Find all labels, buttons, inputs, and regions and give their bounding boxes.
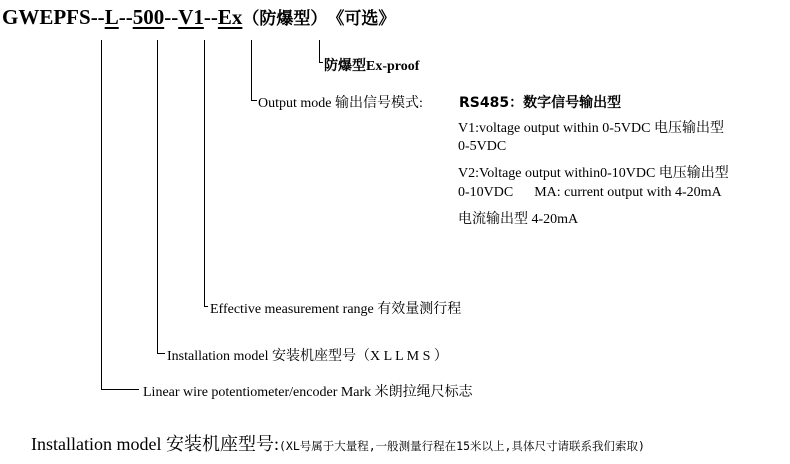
leader-mark-horizontal (101, 389, 139, 390)
output-v1-line2: 0-5VDC (458, 139, 507, 154)
output-v1-line1: V1:voltage output within 0-5VDC 电压输出型 (458, 121, 724, 136)
leader-output-vertical (251, 40, 252, 100)
output-ma-line2: 电流输出型 4-20mA (458, 212, 579, 227)
code-ex-paren: （防爆型） (242, 9, 328, 28)
bottom-install-line (31, 430, 645, 456)
leader-install-vertical (157, 40, 158, 353)
bottom-install-note: (XL号属于大量程,一般测量行程在15米以上,具体尺寸请联系我们索取) (278, 439, 645, 453)
code-range-segment: 500 (132, 5, 165, 29)
code-separator: -- (118, 5, 133, 29)
code-separator: -- (164, 5, 179, 29)
install-label: Installation model 安装机座型号（X L L M S ） (167, 349, 448, 364)
model-code (2, 4, 395, 30)
code-separator: -- (90, 5, 105, 29)
leader-ex-vertical (319, 40, 320, 62)
leader-range-horizontal (204, 306, 208, 307)
ex-proof-label: 防爆型Ex-proof (324, 59, 420, 74)
code-install-segment: L (104, 5, 119, 29)
code-separator: -- (203, 5, 218, 29)
output-v2-line1: V2:Voltage output within0-10VDC 电压输出型 (458, 166, 729, 181)
output-mode-label: Output mode 输出信号模式: (258, 96, 423, 111)
output-v2-ma-line: 0-10VDC MA: current output with 4-20mA (458, 185, 722, 200)
code-prefix: GWEPFS (2, 5, 91, 29)
leader-output-horizontal (251, 100, 257, 101)
range-label: Effective measurement range 有效量测行程 (210, 302, 462, 317)
code-output-segment: V1 (178, 5, 204, 29)
output-rs485: RS485：数字信号输出型 (459, 95, 622, 111)
mark-label: Linear wire potentiometer/encoder Mark 米朗拉绳尺标志 (143, 385, 473, 400)
code-ex-segment: Ex (217, 5, 243, 29)
leader-install-horizontal (157, 353, 165, 354)
leader-ex-horizontal (319, 62, 323, 63)
code-optional: 《可选》 (327, 9, 396, 28)
leader-range-vertical (204, 40, 205, 306)
leader-mark-vertical (101, 40, 102, 389)
bottom-install-main: Installation model 安装机座型号: (31, 434, 279, 454)
